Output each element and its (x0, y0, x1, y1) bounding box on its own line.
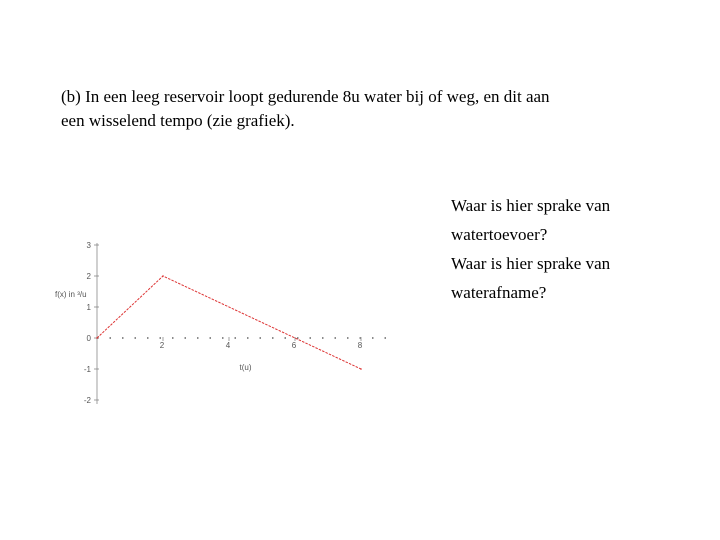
y-axis-label: f(x) in ³/u (55, 290, 87, 299)
x-tick-label: 2 (159, 341, 165, 350)
intro-text (61, 85, 661, 133)
data-point (162, 275, 164, 277)
x-tick-label: 4 (225, 341, 231, 350)
y-tick-label: 2 (86, 272, 91, 281)
question-1-line-1: Waar is hier sprake van (451, 196, 611, 215)
y-tick-label: 3 (86, 241, 91, 250)
questions-text (451, 191, 701, 307)
data-point (360, 368, 362, 370)
x-tick-label: 8 (357, 341, 363, 350)
flow-rate-chart (40, 235, 400, 410)
data-point (96, 337, 98, 339)
series-line (97, 276, 361, 369)
question-2-line-2: waterafname? (451, 283, 547, 302)
question-1-line-2: watertoevoer? (451, 225, 548, 244)
y-tick-label: -1 (83, 365, 91, 374)
question-2-line-1: Waar is hier sprake van (451, 254, 611, 273)
intro-line-1: (b) In een leeg reservoir loopt gedurende 8u water bij of weg, en dit aan (61, 87, 550, 106)
y-tick-label: -2 (83, 396, 91, 405)
intro-line-2: een wisselend tempo (zie grafiek). (61, 111, 295, 130)
x-tick-label: 6 (291, 341, 297, 350)
x-axis-label: t(u) (239, 363, 252, 372)
y-tick-label: 1 (86, 303, 91, 312)
y-tick-label: 0 (86, 334, 91, 343)
